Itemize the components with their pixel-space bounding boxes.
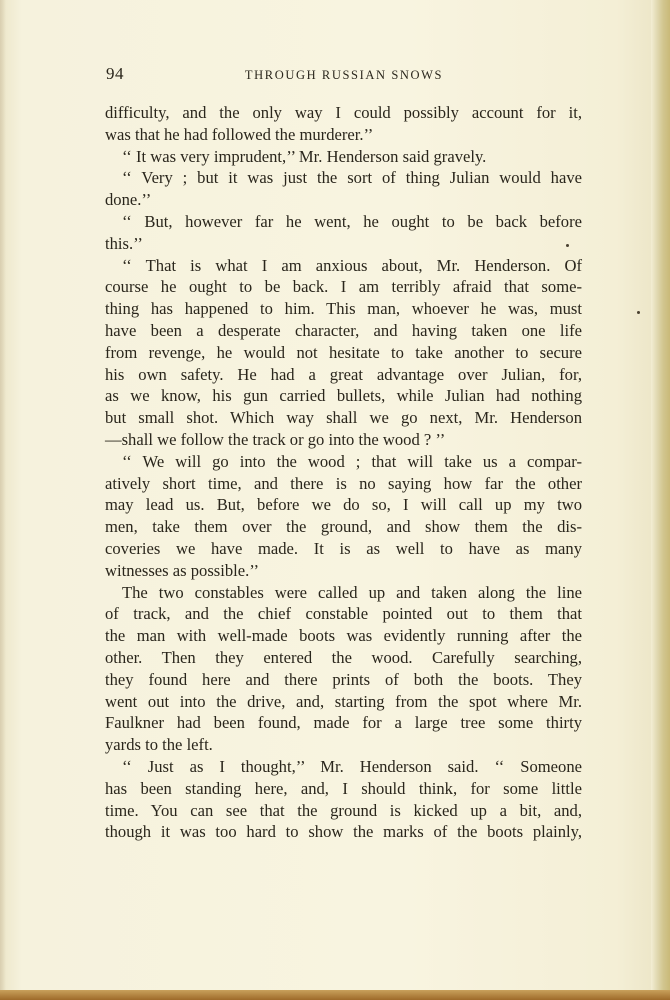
text-line: men, take them over the ground, and show them the dis-	[105, 517, 582, 537]
text-line: —shall we follow the track or go into the wood ? ’’	[105, 429, 446, 449]
text-line: yards to the left.	[105, 735, 213, 755]
body-text	[105, 102, 582, 843]
page-number: 94	[106, 64, 124, 83]
text-line: has been standing here, and, I should think, for some little	[105, 778, 582, 798]
text-line: ‘‘ Very ; but it was just the sort of thing Julian would have	[122, 168, 582, 188]
text-line: coveries we have made. It is as well to have as many	[105, 538, 582, 558]
page-edge	[651, 0, 670, 1000]
text-line: they found here and there prints of both the boots. They	[105, 669, 582, 689]
text-line: ‘‘ Just as I thought,’’ Mr. Henderson said. ‘‘ Someone	[122, 756, 582, 776]
page-gutter-shadow	[0, 0, 6, 1000]
text-line: his own safety. He had a great advantage over Julian, for,	[105, 364, 582, 384]
text-line: was that he had followed the murderer.’’	[105, 124, 374, 144]
ink-speck	[637, 311, 640, 314]
text-line: course he ought to be back. I am terribly afraid that some-	[105, 277, 582, 297]
text-line: ‘‘ That is what I am anxious about, Mr. Henderson. Of	[122, 255, 582, 275]
text-line: though it was too hard to show the marks of the boots plainly,	[105, 822, 582, 842]
text-line: went out into the drive, and, starting from the spot where Mr.	[105, 691, 582, 711]
running-title: THROUGH RUSSIAN SNOWS	[244, 68, 444, 82]
text-line: atively short time, and there is no saying how far the other	[105, 473, 582, 493]
text-line: done.’’	[105, 190, 152, 210]
text-line: of track, and the chief constable pointed out to them that	[105, 604, 582, 624]
text-line: the man with well-made boots was evidently running after the	[105, 626, 582, 646]
text-line: ‘‘ We will go into the wood ; that will take us a compar-	[122, 451, 582, 471]
ink-speck	[566, 244, 569, 247]
text-line: ‘‘ But, however far he went, he ought to be back before	[122, 211, 582, 231]
text-line: difficulty, and the only way I could possibly account for it,	[105, 103, 582, 122]
text-line: have been a desperate character, and having taken one life	[105, 320, 582, 340]
text-line: time. You can see that the ground is kicked up a bit, and,	[105, 800, 582, 820]
text-line: other. Then they entered the wood. Carefully searching,	[105, 647, 582, 667]
book-cover-edge	[0, 990, 670, 1000]
text-line: Faulkner had been found, made for a large tree some thirty	[105, 713, 582, 733]
text-line: but small shot. Which way shall we go next, Mr. Henderson	[105, 408, 582, 428]
page-header	[106, 64, 582, 90]
text-line: may lead us. But, before we do so, I will call up my two	[105, 495, 582, 515]
text-line: ‘‘ It was very imprudent,’’ Mr. Henderson said gravely.	[122, 146, 487, 166]
text-line: witnesses as possible.’’	[105, 560, 260, 580]
text-line: thing has happened to him. This man, whoever he was, must	[105, 299, 582, 319]
text-line: this.’’	[105, 233, 143, 253]
text-line: as we know, his gun carried bullets, while Julian had nothing	[105, 386, 582, 406]
text-line: from revenge, he would not hesitate to take another to secure	[105, 342, 582, 362]
text-line: The two constables were called up and taken along the line	[122, 582, 582, 602]
